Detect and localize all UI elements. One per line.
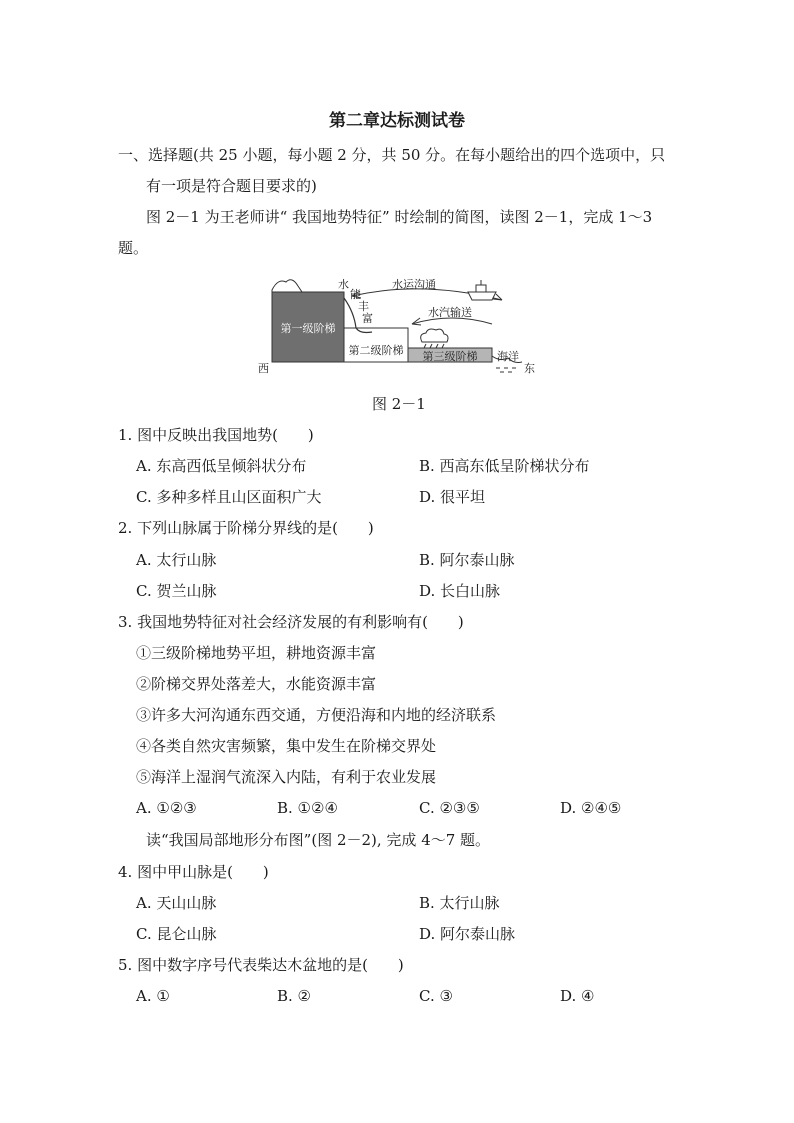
question-1-option-c[interactable]: C. 多种多样且山区面积广大 <box>136 488 322 506</box>
question-3-statement-5: ⑤海洋上湿润气流深入内陆，有利于农业发展 <box>136 768 437 786</box>
step1-label: 第一级阶梯 <box>280 322 336 335</box>
rain-cloud-icon <box>421 329 448 348</box>
west-label: 西 <box>258 362 269 375</box>
question-2-option-c[interactable]: C. 贺兰山脉 <box>136 582 217 600</box>
figure-caption: 图 2－1 <box>372 395 426 413</box>
question-1-option-d[interactable]: D. 很平坦 <box>419 488 486 506</box>
terrain-diagram <box>252 272 542 382</box>
question-4-option-a[interactable]: A. 天山山脉 <box>136 894 217 912</box>
east-label: 东 <box>524 362 535 375</box>
question-3-option-c[interactable]: C. ②③⑤ <box>419 799 480 817</box>
question-3-statement-4: ④各类自然灾害频繁，集中发生在阶梯交界处 <box>136 737 437 755</box>
question-5-option-a[interactable]: A. ① <box>136 987 170 1005</box>
question-4-option-d[interactable]: D. 阿尔泰山脉 <box>419 925 516 943</box>
question-3-stem: 3. 我国地势特征对社会经济发展的有利影响有( ) <box>118 613 464 631</box>
intro-text-2: 读“我国局部地形分布图”(图 2－2), 完成 4～7 题。 <box>146 831 491 849</box>
question-2-option-d[interactable]: D. 长白山脉 <box>419 582 501 600</box>
question-3-option-d[interactable]: D. ②④⑤ <box>560 799 622 817</box>
section-heading-cont: 有一项是符合题目要求的) <box>146 177 317 195</box>
question-1-stem: 1. 图中反映出我国地势( ) <box>118 426 314 444</box>
transport-label: 水运沟通 <box>392 278 436 291</box>
page-title: 第二章达标测试卷 <box>329 111 465 131</box>
question-4-stem: 4. 图中甲山脉是( ) <box>118 863 269 881</box>
ship-icon <box>468 280 496 300</box>
step2-label: 第二级阶梯 <box>348 344 404 357</box>
hydro-label-2: 能 <box>350 288 361 301</box>
intro-text: 图 2－1 为王老师讲“ 我国地势特征” 时绘制的简图，读图 2－1，完成 1～3 <box>146 208 653 226</box>
question-2-option-b[interactable]: B. 阿尔泰山脉 <box>419 551 515 569</box>
vapor-label: 水汽输送 <box>428 306 472 319</box>
question-5-option-c[interactable]: C. ③ <box>419 987 453 1005</box>
question-4-option-c[interactable]: C. 昆仑山脉 <box>136 925 217 943</box>
hydro-label-1: 水 <box>338 278 349 291</box>
question-3-statement-1: ①三级阶梯地势平坦，耕地资源丰富 <box>136 644 377 662</box>
question-1-option-a[interactable]: A. 东高西低呈倾斜状分布 <box>136 457 307 475</box>
question-1-option-b[interactable]: B. 西高东低呈阶梯状分布 <box>419 457 590 475</box>
intro-text-cont: 题。 <box>118 239 149 257</box>
step3-label: 第三级阶梯 <box>422 350 478 363</box>
ocean-label: 海洋 <box>497 350 519 363</box>
ocean-hatch-shape <box>496 368 516 372</box>
question-3-option-b[interactable]: B. ①②④ <box>277 799 338 817</box>
question-3-statement-2: ②阶梯交界处落差大，水能资源丰富 <box>136 675 377 693</box>
section-heading: 一、选择题(共 25 小题，每小题 2 分，共 50 分。在每小题给出的四个选项中，只 <box>118 146 666 164</box>
question-3-statement-3: ③许多大河沟通东西交通，方便沿海和内地的经济联系 <box>136 706 497 724</box>
question-5-option-b[interactable]: B. ② <box>277 987 312 1005</box>
question-4-option-b[interactable]: B. 太行山脉 <box>419 894 500 912</box>
question-2-option-a[interactable]: A. 太行山脉 <box>136 551 217 569</box>
question-2-stem: 2. 下列山脉属于阶梯分界线的是( ) <box>118 519 374 537</box>
question-3-option-a[interactable]: A. ①②③ <box>136 799 197 817</box>
question-5-stem: 5. 图中数字序号代表柴达木盆地的是( ) <box>118 956 404 974</box>
hydro-label-3: 丰 <box>358 300 369 313</box>
hydro-label-4: 富 <box>362 312 373 325</box>
question-5-option-d[interactable]: D. ④ <box>560 987 595 1005</box>
mountain-peak-shape <box>272 280 302 292</box>
